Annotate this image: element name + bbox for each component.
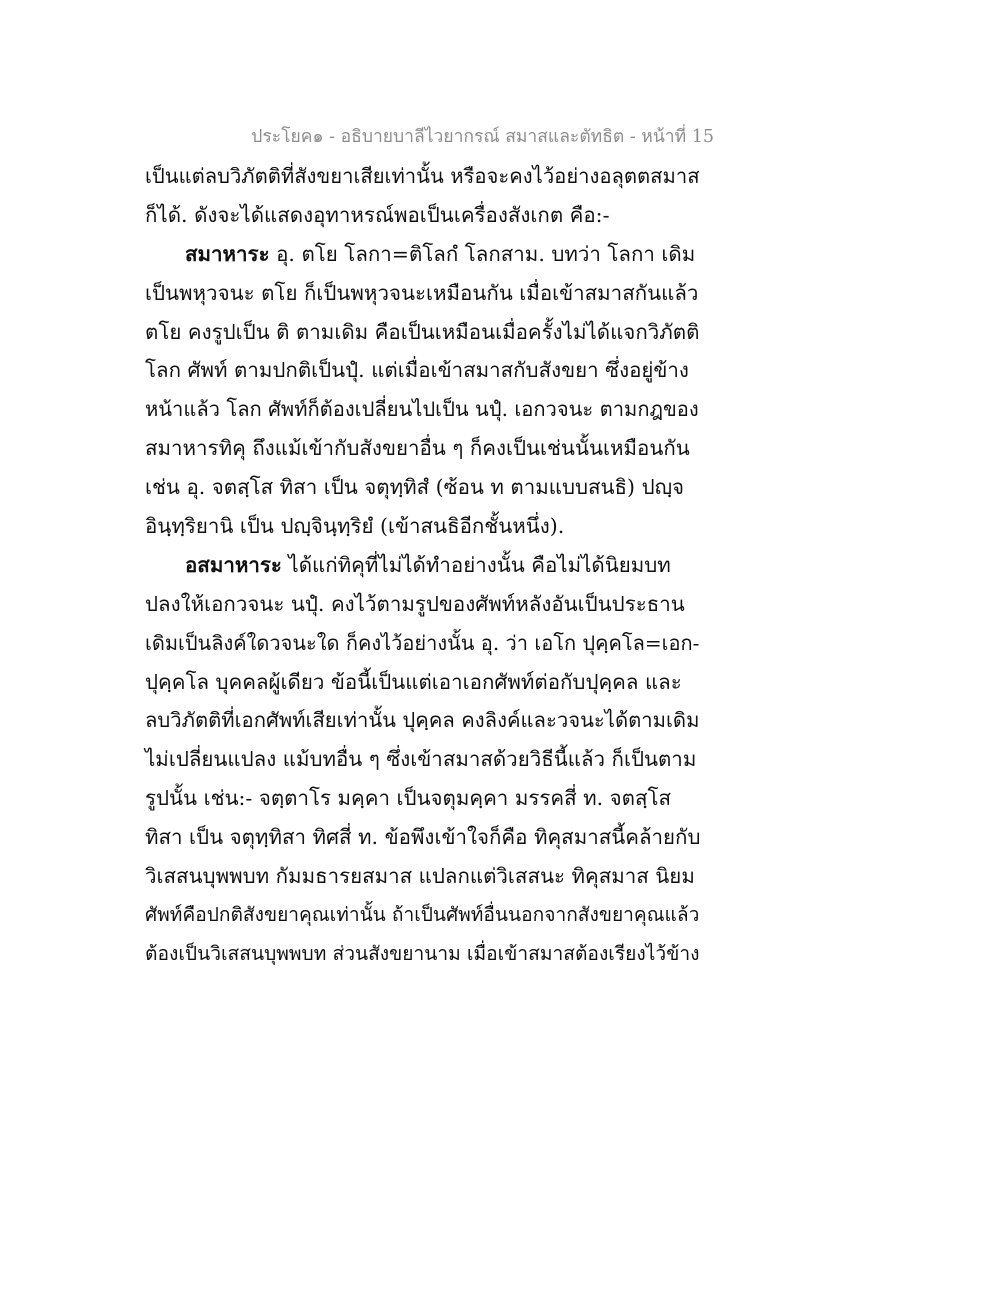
bold-term-samahara: สมาหาระ bbox=[185, 241, 270, 266]
text-line: รูปนั้น เช่น:- จตฺตาโร มคฺคา เป็นจตุมคฺคา มรรคสี่ ท. จตสฺโส bbox=[145, 786, 672, 811]
page-body bbox=[145, 157, 705, 974]
text-line: เป็นแต่ลบวิภัตติที่สังขยาเสียเท่านั้น หรือจะคงไว้อย่างอลุตตสมาส bbox=[145, 164, 700, 188]
running-header: ประโยค๑ - อธิบายบาลีไวยากรณ์ สมาสและตัทธิต - หน้าที่ 15 bbox=[251, 127, 714, 147]
text-line: เป็นพหุวจนะ ตโย ก็เป็นพหุวจนะเหมือนกัน เมื่อเข้าสมาสกันแล้ว bbox=[145, 280, 699, 305]
text-line: ก็ได้. ดังจะได้แสดงอุทาหรณ์พอเป็นเครื่องสังเกต คือ:- bbox=[145, 202, 610, 227]
paragraph-asamahara bbox=[145, 546, 705, 974]
text-line: สมาหารทิคุ ถึงแม้เข้ากับสังขยาอื่น ๆ ก็คงเป็นเช่นนั้นเหมือนกัน bbox=[145, 436, 690, 461]
text-line: ลบวิภัตติที่เอกศัพท์เสียเท่านั้น ปุคฺคล คงลิงค์และวจนะได้ตามเดิม bbox=[145, 708, 700, 733]
text-line: หน้าแล้ว โลก ศัพท์ก็ต้องเปลี่ยนไปเป็น นปุํ. เอกวจนะ ตามกฎของ bbox=[145, 397, 699, 422]
text-line: วิเสสนบุพพบท กัมมธารยสมาส แปลกแต่วิเสสนะ ทิคุสมาส นิยม bbox=[145, 864, 695, 889]
paragraph-samahara bbox=[145, 235, 705, 546]
bold-term-asamahara: อสมาหาระ bbox=[185, 552, 282, 577]
text-run: ได้แก่ทิคุที่ไม่ได้ทำอย่างนั้น คือไม่ได้นิยมบท bbox=[281, 552, 671, 577]
text-line: ไม่เปลี่ยนแปลง แม้บทอื่น ๆ ซึ่งเข้าสมาสด้วยวิธีนี้แล้ว ก็เป็นตาม bbox=[145, 747, 697, 772]
text-line: เช่น อุ. จตสฺโส ทิสา เป็น จตุทฺทิสํ (ซ้อน ท ตามแบบสนธิ) ปญฺจ bbox=[145, 475, 685, 500]
text-line: โลก ศัพท์ ตามปกติเป็นปุํ. แต่เมื่อเข้าสมาสกับสังขยา ซึ่งอยู่ข้าง bbox=[145, 358, 689, 383]
paragraph-continuation bbox=[145, 157, 705, 235]
text-line: ตโย คงรูปเป็น ติ ตามเดิม คือเป็นเหมือนเมื่อครั้งไม่ได้แจกวิภัตติ bbox=[145, 319, 700, 344]
text-run: อุ. ตโย โลกา=ติโลกํ โลกสาม. บทว่า โลกา เดิม bbox=[269, 241, 696, 266]
text-line: ต้องเป็นวิเสสนบุพพบท ส่วนสังขยานาม เมื่อเข้าสมาสต้องเรียงไว้ข้าง bbox=[145, 941, 700, 965]
text-line: ปุคฺคโล บุคคลผู้เดียว ข้อนี้เป็นแต่เอาเอกศัพท์ต่อกับปุคฺคล และ bbox=[145, 669, 682, 694]
text-line: ทิสา เป็น จตุทฺทิสา ทิศสี่ ท. ข้อพึงเข้าใจก็คือ ทิคุสมาสนี้คล้ายกับ bbox=[145, 825, 701, 850]
text-line: เดิมเป็นลิงค์ใดวจนะใด ก็คงไว้อย่างนั้น อุ. ว่า เอโก ปุคฺคโล=เอก- bbox=[145, 630, 700, 655]
paragraph-first-line bbox=[145, 235, 705, 274]
text-line: อินฺทฺริยานิ เป็น ปญฺจินฺทฺริยํ (เข้าสนธิอีกชั้นหนึ่ง). bbox=[145, 514, 565, 539]
paragraph-first-line bbox=[145, 546, 705, 585]
text-line: ปลงให้เอกวจนะ นปุํ. คงไว้ตามรูปของศัพท์หลังอันเป็นประธาน bbox=[145, 591, 685, 616]
text-line: ศัพท์คือปกติสังขยาคุณเท่านั้น ถ้าเป็นศัพท์อื่นนอกจากสังขยาคุณแล้ว bbox=[145, 902, 700, 926]
